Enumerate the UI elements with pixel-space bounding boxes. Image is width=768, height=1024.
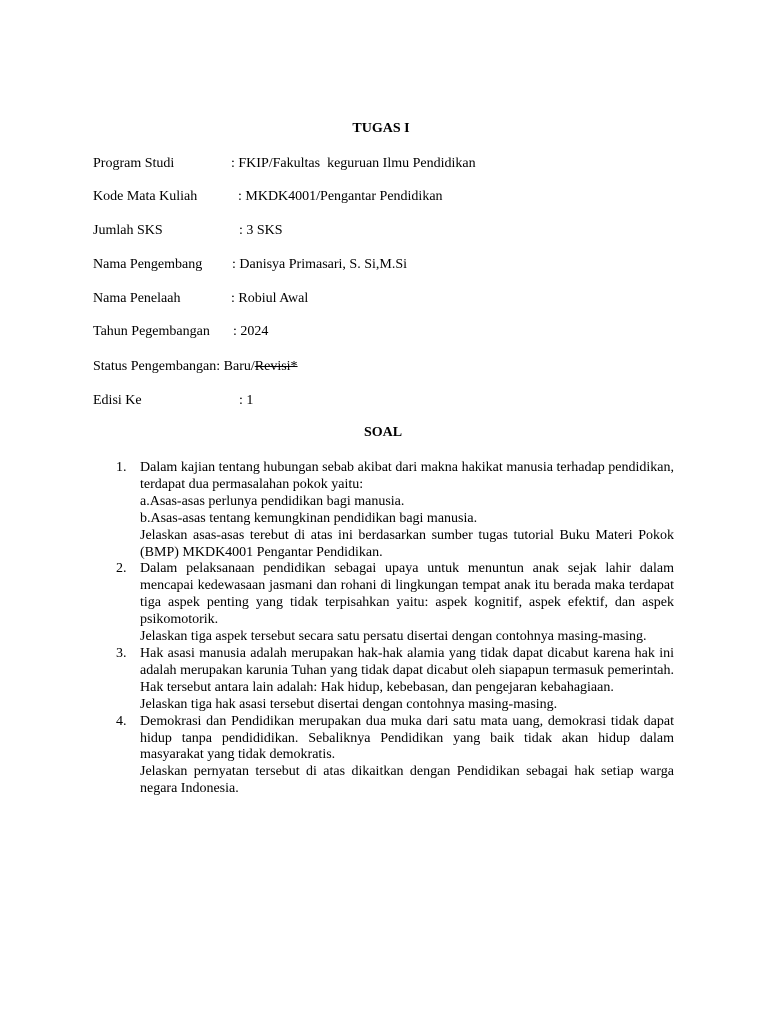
info-value-struck: Revisi* <box>254 359 298 374</box>
question-3 <box>116 646 674 714</box>
info-value: Baru/ <box>220 359 255 374</box>
info-value: : 2024 <box>233 324 269 339</box>
info-row-jumlah-sks <box>93 222 283 240</box>
question-instruction: Jelaskan tiga aspek tersebut secara satu persatu disertai dengan contohnya masing-masing. <box>140 629 647 645</box>
question-instruction: Jelaskan tiga hak asasi tersebut disertai dengan contohnya masing-masing. <box>140 696 558 712</box>
info-row-program-studi <box>93 155 476 173</box>
question-option-a: a.Asas-asas perlunya pendidikan bagi manusia. <box>140 493 405 509</box>
question-1 <box>116 460 674 561</box>
soal-heading: SOAL <box>363 425 403 440</box>
document-title: TUGAS I <box>352 121 410 136</box>
info-row-status-pengembangan <box>93 358 298 376</box>
info-value: : Danisya Primasari, S. Si,M.Si <box>232 257 408 272</box>
info-value: : 1 <box>239 393 254 408</box>
info-label: Jumlah SKS <box>93 223 163 238</box>
info-label: Nama Pengembang <box>93 257 203 272</box>
question-text: Hak asasi manusia adalah merupakan hak-hak alamia yang tidak dapat dicabut karena hak ini adalah merupakan karunia Tuhan yang tidak dapat dicabut oleh siapapun termasuk pemerintah. Hak tersebut antara lain adalah: Hak hidup, kebebasan, dan pengejaran kebahagiaan. <box>140 645 674 695</box>
info-value: : Robiul Awal <box>231 291 309 306</box>
info-label: Edisi Ke <box>93 393 142 408</box>
question-list <box>116 460 674 798</box>
question-option-b: b.Asas-asas tentang kemungkinan pendidikan bagi manusia. <box>140 510 478 526</box>
question-text: Demokrasi dan Pendidikan merupakan dua muka dari satu mata uang, demokrasi tidak dapat hidup tanpa pendididikan. Sebaliknya Pendidikan yang baik tidak akan hidup dalam masyarakat yang tidak demokratis. <box>140 713 674 763</box>
question-text: Dalam pelaksanaan pendidikan sebagai upaya untuk menuntun anak sejak lahir dalam mencapai kedewasaan jasmani dan rohani di lingkungan tempat anak itu berada maka terdapat tiga aspek penting yang tidak terpisahkan yaitu: aspek kognitif, aspek efektif, dan aspek psikomotorik. <box>140 561 674 628</box>
info-value: : FKIP/Fakultas keguruan Ilmu Pendidikan <box>231 156 476 171</box>
info-row-tahun-pegembangan <box>93 323 269 341</box>
question-number: 3. <box>116 645 127 661</box>
question-2 <box>116 561 674 646</box>
question-number: 2. <box>116 561 127 577</box>
question-instruction: Jelaskan asas-asas terebut di atas ini berdasarkan sumber tugas tutorial Buku Materi Pokok (BMP) MKDK4001 Pengantar Pendidikan. <box>140 527 674 560</box>
info-label: Tahun Pegembangan <box>93 324 210 339</box>
info-value: : MKDK4001/Pengantar Pendidikan <box>238 189 443 204</box>
question-number: 4. <box>116 713 127 729</box>
info-row-kode-mata-kuliah <box>93 188 443 206</box>
info-label: Status Pengembangan: <box>93 359 221 374</box>
question-4 <box>116 714 674 799</box>
info-value: : 3 SKS <box>239 223 283 238</box>
question-number: 1. <box>116 460 127 475</box>
question-text: Dalam kajian tentang hubungan sebab akibat dari makna hakikat manusia terhadap pendidikan, terdapat dua permasalahan pokok yaitu: <box>140 460 674 492</box>
info-label: Nama Penelaah <box>93 291 181 306</box>
info-label: Kode Mata Kuliah <box>93 189 198 204</box>
info-label: Program Studi <box>93 156 175 171</box>
info-row-nama-pengembang <box>93 256 408 274</box>
info-row-edisi-ke <box>93 392 254 410</box>
question-instruction: Jelaskan pernyatan tersebut di atas dikaitkan dengan Pendidikan sebagai hak setiap warga negara Indonesia. <box>140 764 674 797</box>
info-row-nama-penelaah <box>93 290 309 308</box>
